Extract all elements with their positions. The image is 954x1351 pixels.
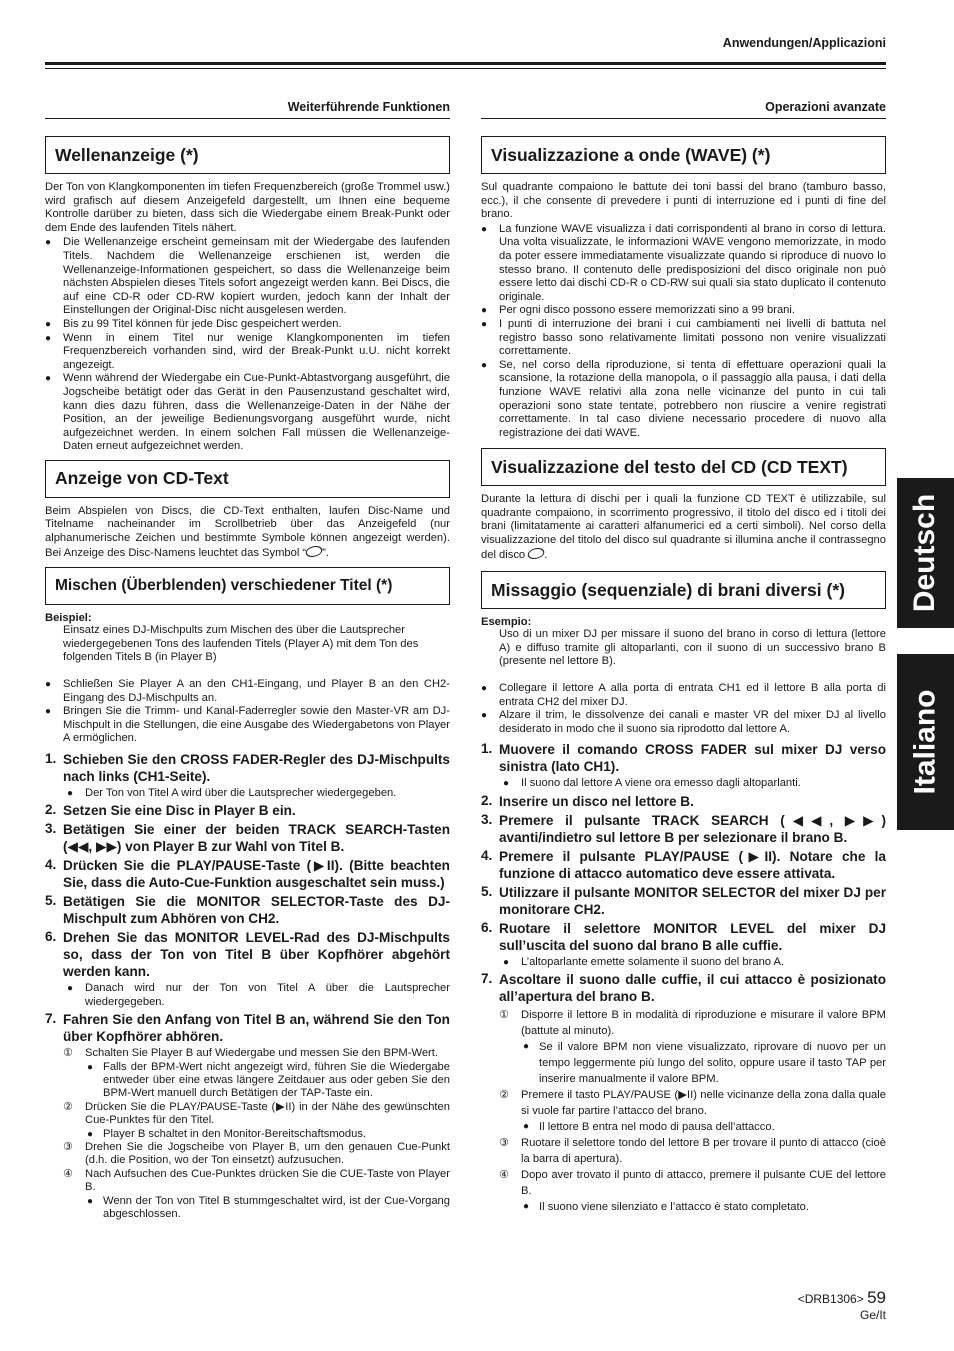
left-subhead: Weiterführende Funktionen bbox=[45, 100, 450, 119]
footer-lang: Ge/It bbox=[859, 1308, 886, 1322]
step-number: 3. bbox=[45, 821, 57, 837]
substep-text: Ruotare il selettore tondo del lettore B per trovare il punto di attacco (cioè la barra di apertura). bbox=[521, 1137, 886, 1166]
step-text: Drücken Sie die PLAY/PAUSE-Taste (▶II). (Bitte beachten Sie, dass die Auto-Cue-Funktion ausgeschaltet sein muss.) bbox=[63, 858, 450, 891]
substep-note: ● Player B schaltet in den Monitor-Bereitschaftsmodus. bbox=[85, 1128, 450, 1141]
step-item bbox=[481, 848, 886, 882]
step-text: Ruotare il selettore MONITOR LEVEL del mixer DJ sull’uscita del suono dal brano B alle cuffie. bbox=[499, 920, 886, 953]
substep-text: Nach Aufsuchen des Cue-Punktes drücken Sie die CUE-Taste von Player B. bbox=[85, 1167, 450, 1194]
substep-text: Schalten Sie Player B auf Wiedergabe und messen Sie den BPM-Wert. bbox=[85, 1047, 439, 1060]
substeps-de bbox=[63, 1047, 450, 1221]
right-column bbox=[481, 100, 886, 1217]
step-note: ● Danach wird nur der Ton von Titel A über die Lautsprecher wiedergegeben. bbox=[63, 982, 450, 1009]
wave-intro-it: Sul quadrante compaiono le battute dei toni bassi del brano (tamburo basso, ecc.), il che consente di prevedere i punti di interruzione ed i punti di fine del brano. bbox=[481, 181, 886, 221]
substep-item bbox=[499, 1135, 886, 1167]
step-text: Setzen Sie eine Disc in Player B ein. bbox=[63, 803, 296, 819]
list-item: ● Alzare il trim, le dissolvenze dei canali e master VR del mixer DJ al livello desiderato in modo che il suono sia riprodotto dal lettore A. bbox=[481, 709, 886, 736]
step-text: Premere il pulsante PLAY/PAUSE (▶II). Notare che la funzione di attacco automatico deve essere attivata. bbox=[499, 848, 886, 881]
list-item: ● Per ogni disco possono essere memorizzati sino a 99 brani. bbox=[481, 304, 886, 318]
substep-note: ● Se il valore BPM non viene visualizzato, riprovare di nuovo per un tempo leggermente più lungo del solito, oppure usare il tasto TAP per inserire manualmente il valore BPM. bbox=[521, 1039, 886, 1087]
step-text: Fahren Sie den Anfang von Titel B an, während Sie den Ton über Kopfhörer abhören. bbox=[63, 1012, 450, 1045]
list-item: ● Collegare il lettore A alla porta di entrata CH1 ed il lettore B alla porta di entrata CH2 del mixer DJ. bbox=[481, 682, 886, 709]
substep-note: ● Il lettore B entra nel modo di pausa dell’attacco. bbox=[521, 1119, 886, 1135]
circled-number: ① bbox=[499, 1009, 509, 1022]
substep-text: Premere il tasto PLAY/PAUSE (▶II) nelle vicinanze della zona dalla quale si vuole far partire l’attacco del brano. bbox=[521, 1089, 886, 1118]
substep-item bbox=[499, 1167, 886, 1215]
example-label-de: Beispiel: bbox=[45, 612, 92, 625]
page-number: 59 bbox=[867, 1288, 886, 1307]
substep-item bbox=[499, 1087, 886, 1135]
tab-label-italiano: Italiano bbox=[908, 689, 942, 795]
step-text: Muovere il comando CROSS FADER sul mixer DJ verso sinistra (lato CH1). bbox=[499, 742, 886, 775]
substep-item bbox=[63, 1141, 450, 1168]
cdtext-text-a: Durante la lettura di dischi per i quali la funzione CD TEXT è utilizzabile, sul quadrante compaiono, in scorrimento progressivo, il titolo del disco ed i titoli dei brani (limitatamente ai caratteri alfanumerici ed a certi simboli). Nel corso della visualizzazione del titolo del disco sul quadrante si illumina anche il contrassegno del disco bbox=[481, 493, 886, 561]
substep-text: Disporre il lettore B in modalità di riproduzione e misurare il valore BPM (battute al minuto). bbox=[521, 1009, 886, 1038]
substep-text: Dopo aver trovato il punto di attacco, premere il pulsante CUE del lettore B. bbox=[521, 1169, 886, 1198]
cdtext-body-de bbox=[45, 505, 450, 560]
step-item bbox=[481, 793, 886, 810]
step-text: Schieben Sie den CROSS FADER-Regler des DJ-Mischpults nach links (CH1-Seite). bbox=[63, 752, 450, 784]
circled-number: ④ bbox=[499, 1169, 509, 1182]
step-text: Premere il pulsante TRACK SEARCH (◀◀, ▶▶) avanti/indietro sul lettore B per selezionare il brano B. bbox=[499, 812, 886, 845]
running-header: Anwendungen/Applicazioni bbox=[722, 36, 886, 50]
list-item: ● Wenn in einem Titel nur wenige Klangkomponenten im tiefen Frequenzbereich vorhanden sind, wird der Break-Punkt u.U. nicht korrekt angezeigt. bbox=[45, 332, 450, 373]
step-item bbox=[481, 920, 886, 969]
mix-prep-de bbox=[45, 678, 450, 746]
list-item: ● Schließen Sie Player A an den CH1-Eingang, und Player B an den CH2-Eingang des DJ-Mischpults an. bbox=[45, 678, 450, 705]
step-text: Betätigen Sie einer der beiden TRACK SEARCH-Tasten (◀◀, ▶▶) von Player B zur Wahl von Titel B. bbox=[63, 822, 450, 855]
example-label-it: Esempio: bbox=[481, 616, 532, 629]
step-item bbox=[45, 893, 450, 927]
step-note: ● Il suono dal lettore A viene ora emesso dagli altoparlanti. bbox=[499, 777, 886, 790]
step-note: ● L’altoparlante emette solamente il suono del brano A. bbox=[499, 956, 886, 969]
list-item: ● Die Wellenanzeige erscheint gemeinsam mit der Wiedergabe des laufenden Titels. Nachdem die Wellenanzeige erschienen ist, werden die Wellenanzeige-Informationen gespeichert, so dass die Wellenanzeige beim nächsten Abspielen dieses Titels sofort angezeigt werden kann. Bei Discs, die auf eine CD-R oder CD-RW kopiert wurden, jedoch kann der Inhalt der Einstellungen der Original-Disc nicht ausgelesen werden. bbox=[45, 236, 450, 318]
example-text-it: Uso di un mixer DJ per missare il suono del brano in corso di lettura (lettore A) e diffuso tramite gli altoparlanti, con il suono di un successivo brano B (presente nel lettore B). bbox=[499, 628, 886, 668]
circled-number: ④ bbox=[63, 1167, 73, 1180]
substep-item bbox=[63, 1168, 450, 1222]
mix-prep-it bbox=[481, 682, 886, 736]
step-number: 2. bbox=[45, 802, 57, 818]
section-title-cdtext-de: Anzeige von CD-Text bbox=[45, 460, 450, 498]
circled-number: ② bbox=[63, 1100, 73, 1113]
section-title-cdtext-it: Visualizzazione del testo del CD (CD TEXT) bbox=[481, 448, 886, 486]
step-number: 4. bbox=[481, 847, 493, 863]
example-text-de: Einsatz eines DJ-Mischpults zum Mischen des über die Lautsprecher wiedergegebenen Tons des laufenden Titels (Player A) mit dem Ton des folgenden Titels B (in Player B) bbox=[63, 624, 419, 664]
step-text: Ascoltare il suono dalle cuffie, il cui attacco è posizionato all’apertura del brano B. bbox=[499, 972, 886, 1005]
step-number: 6. bbox=[481, 919, 493, 935]
step-number: 1. bbox=[481, 741, 493, 757]
substep-text: Drehen Sie die Jogscheibe von Player B, um den genauen Cue-Punkt (d.h. die Position, wo der Ton einsetzt) aufzusuchen. bbox=[85, 1141, 450, 1167]
step-item bbox=[481, 971, 886, 1215]
substep-note: ● Falls der BPM-Wert nicht angezeigt wird, führen Sie die Wiedergabe entweder über eine etwas längere Zeitdauer aus oder geben Sie den BPM-Wert manuell durch Betätigen der TAP-Taste ein. bbox=[85, 1061, 450, 1101]
step-item bbox=[45, 1011, 450, 1221]
mix-steps-de bbox=[45, 751, 450, 1222]
step-text: Inserire un disco nel lettore B. bbox=[499, 793, 694, 809]
wave-bullets-de bbox=[45, 236, 450, 454]
list-item: ● I punti di interruzione dei brani i cui cambiamenti nei livelli di battuta nel registro basso sono relativamente limitati possono non venire visualizzati correttamente. bbox=[481, 318, 886, 359]
list-item: ● La funzione WAVE visualizza i dati corrispondenti al brano in corso di lettura. Una volta visualizzate, le informazioni WAVE vengono memorizzate, in modo da poter essere immediatamente visualizzate quando si riproduce di nuovo lo stesso brano. Il contenuto delle predisposizioni del disco originale non può essere letto dai dischi CD-R o CD-RW sui quali sia stato duplicato il contenuto originale. bbox=[481, 223, 886, 305]
language-tab-italiano bbox=[897, 654, 954, 830]
section-title-wave-de: Wellenanzeige (*) bbox=[45, 136, 450, 174]
substep-text: Drücken Sie die PLAY/PAUSE-Taste (▶II) in der Nähe des gewünschten Cue-Punktes für den Titel. bbox=[85, 1100, 450, 1127]
section-title-wave-it: Visualizzazione a onde (WAVE) (*) bbox=[481, 136, 886, 174]
step-number: 5. bbox=[481, 883, 493, 899]
substep-item bbox=[499, 1007, 886, 1087]
step-item bbox=[45, 802, 450, 819]
footer-code bbox=[798, 1288, 886, 1308]
substep-item bbox=[63, 1047, 450, 1101]
step-number: 7. bbox=[45, 1011, 57, 1027]
step-number: 7. bbox=[481, 971, 493, 987]
substep-note: ● Wenn der Ton von Titel B stummgeschaltet wird, ist der Cue-Vorgang abgeschlossen. bbox=[85, 1195, 450, 1222]
mix-steps-it bbox=[481, 741, 886, 1215]
substep-item bbox=[63, 1101, 450, 1141]
header-rule-thick bbox=[45, 62, 886, 65]
substeps-it bbox=[499, 1007, 886, 1215]
step-item bbox=[481, 884, 886, 918]
tab-label-deutsch: Deutsch bbox=[908, 493, 942, 613]
cdtext-text-b: . bbox=[544, 548, 548, 561]
wave-bullets-it bbox=[481, 223, 886, 441]
step-item bbox=[45, 821, 450, 855]
right-subhead: Operazioni avanzate bbox=[481, 100, 886, 119]
step-number: 3. bbox=[481, 811, 493, 827]
language-tab-deutsch bbox=[897, 478, 954, 628]
section-title-mix-it: Missaggio (sequenziale) di brani diversi (*) bbox=[481, 571, 886, 609]
step-item bbox=[481, 741, 886, 790]
substep-note: ● Il suono viene silenziato e l’attacco è stato completato. bbox=[521, 1199, 886, 1215]
circled-number: ③ bbox=[63, 1141, 73, 1154]
circled-number: ② bbox=[499, 1089, 509, 1102]
section-title-mix-de: Mischen (Überblenden) verschiedener Titel (*) bbox=[45, 567, 450, 605]
step-number: 2. bbox=[481, 792, 493, 808]
step-number: 5. bbox=[45, 893, 57, 909]
step-number: 6. bbox=[45, 929, 57, 945]
cdtext-body-it bbox=[481, 493, 886, 562]
cdtext-text-b: ”. bbox=[322, 546, 330, 559]
step-number: 4. bbox=[45, 857, 57, 873]
step-text: Drehen Sie das MONITOR LEVEL-Rad des DJ-Mischpults so, dass der Ton von Titel B über Kopfhörer abgehört werden kann. bbox=[63, 930, 450, 980]
step-note: ● Der Ton von Titel A wird über die Lautsprecher wiedergegeben. bbox=[63, 787, 450, 800]
step-item bbox=[45, 857, 450, 891]
wave-intro-de: Der Ton von Klangkomponenten im tiefen Frequenzbereich (große Trommel usw.) wird grafisch auf diesem Anzeigefeld dargestellt, um Ihnen eine bequeme Kontrolle darüber zu bieten, dass sich die Wiedergabe einem Break-Punkt oder dem Ende des laufenden Titels nähert. bbox=[45, 181, 450, 234]
list-item: ● Wenn während der Wiedergabe ein Cue-Punkt-Abtastvorgang ausgeführt, die Jogscheibe betätigt oder das Gerät in den Pausenzustand geschaltet wird, kann dies dazu führen, dass die Wellenanzeige-Daten in der Nähe der Position, an der jeweilige Bedienungsvorgang ausgeführt wurde, nicht aufgezeichnet werden. In einem solchen Fall müssen die Wellenanzeige-Daten erneut aufgezeichnet werden. bbox=[45, 372, 450, 454]
list-item: ● Se, nel corso della riproduzione, si tenta di effettuare operazioni quali la scansione, la rotazione della manopola, o il passaggio alla pausa, i dati della funzione WAVE relativi alla zona nelle vicinanze del punto in cui tali operazioni sono state tentate, potrebbero non riuscire a venire registrati correttamente. In tal caso diviene necessario procedere di nuovo alla registrazione dei dati WAVE. bbox=[481, 359, 886, 441]
list-item: ● Bis zu 99 Titel können für jede Disc gespeichert werden. bbox=[45, 318, 450, 332]
circled-number: ③ bbox=[499, 1137, 509, 1150]
header-rule-thin bbox=[45, 68, 886, 69]
step-text: Betätigen Sie die MONITOR SELECTOR-Taste des DJ-Mischpult zum Abhören von CH2. bbox=[63, 894, 450, 927]
doc-code: <DRB1306> bbox=[797, 1292, 864, 1306]
step-item bbox=[45, 751, 450, 800]
step-text: Utilizzare il pulsante MONITOR SELECTOR del mixer DJ per monitorare CH2. bbox=[499, 884, 886, 917]
step-item bbox=[45, 929, 450, 1009]
list-item: ● Bringen Sie die Trimm- und Kanal-Faderregler sowie den Master-VR am DJ-Mischpult in die Stellungen, die eine Ausgabe des Wiedergabetons von Player A ermöglichen. bbox=[45, 705, 450, 746]
cdtext-text-a: Beim Abspielen von Discs, die CD-Text enthalten, laufen Disc-Name und Titelname nacheinander im Scrollbetrieb über das Anzeigefeld (nur alphanumerische Zeichen und bestimmte Symbole können angezeigt werden). Bei Anzeige des Disc-Namens leuchtet das Symbol “ bbox=[45, 504, 450, 559]
circled-number: ① bbox=[63, 1047, 73, 1060]
step-item bbox=[481, 812, 886, 846]
step-number: 1. bbox=[45, 751, 57, 766]
left-column bbox=[45, 100, 450, 1224]
